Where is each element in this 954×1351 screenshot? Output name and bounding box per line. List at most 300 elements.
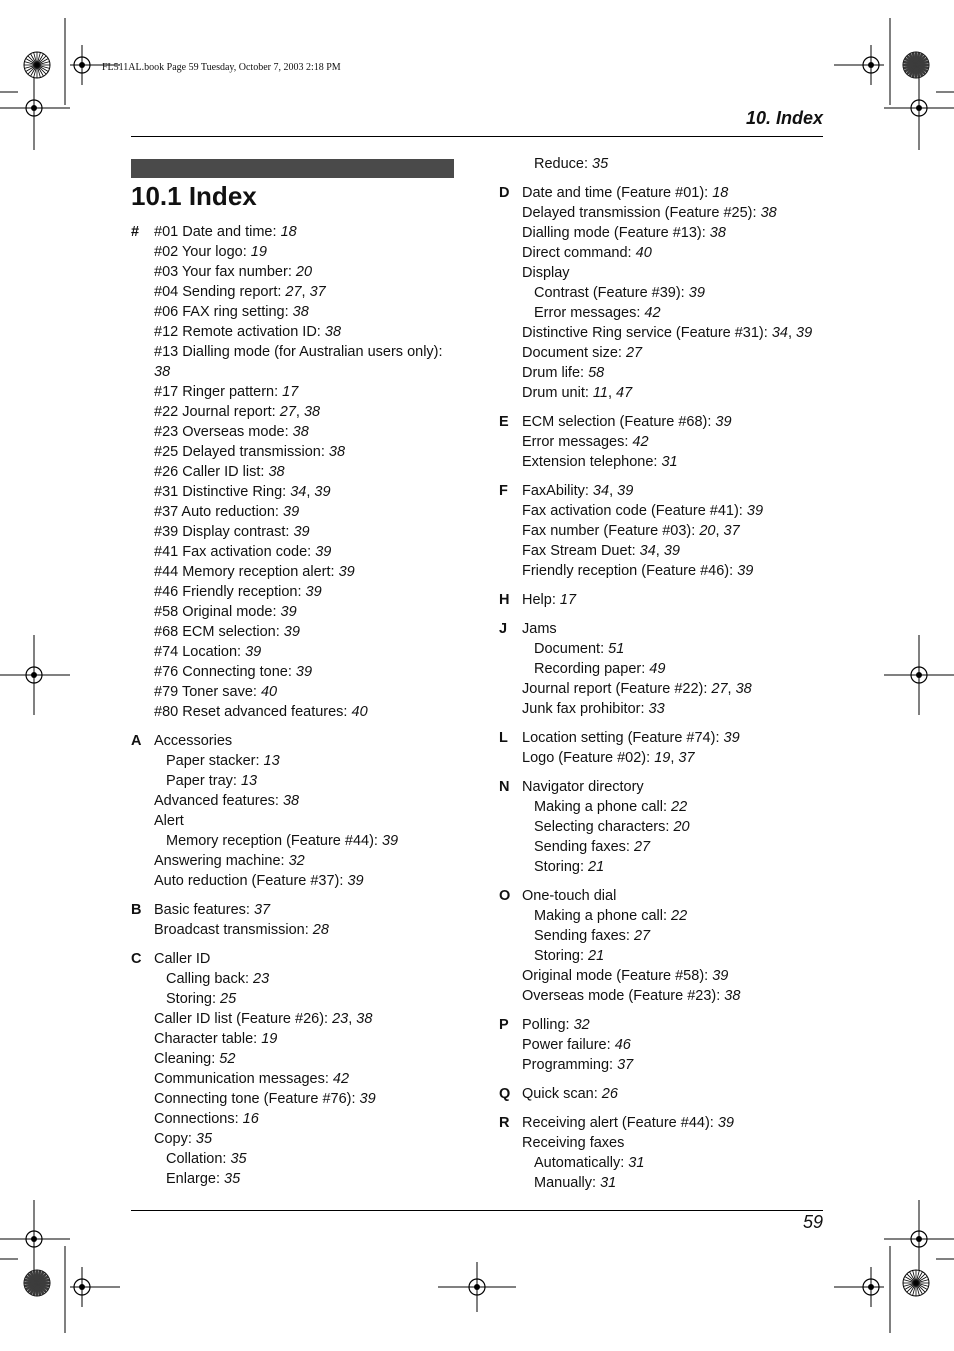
page-reference: 31 [628, 1155, 645, 1171]
entry-text: Storing: [534, 948, 588, 964]
index-entry: #31 Distinctive Ring: 34, 39 [154, 484, 331, 500]
page-reference: 22 [671, 908, 688, 924]
page-reference: 37 [723, 523, 740, 539]
index-entry [522, 886, 616, 906]
page-reference: 39 [381, 833, 399, 849]
index-entry [522, 183, 728, 203]
entry-text: #58 Original mode: [154, 604, 281, 620]
entry-text: Manually: [534, 1175, 601, 1191]
index-subentry [166, 831, 398, 851]
index-entry [522, 412, 732, 432]
registration-target-icon [24, 52, 50, 78]
entry-text: Paper stacker: [166, 753, 264, 769]
entry-text: Copy: [154, 1131, 196, 1147]
entry-text: Jams [522, 621, 557, 637]
page-reference: 19 [654, 750, 671, 766]
page-reference: 39 [663, 543, 680, 559]
index-subentry [534, 797, 687, 817]
entry-text: Receiving faxes [522, 1135, 625, 1151]
chapter-header: 10. Index [745, 108, 823, 128]
index-entry [522, 966, 728, 986]
index-entry [154, 542, 331, 562]
entry-text: Paper tray: [166, 773, 241, 789]
index-letter: Q [499, 1086, 511, 1102]
entry-text: Making a phone call: [534, 908, 672, 924]
entry-text: #46 Friendly reception: [154, 584, 306, 600]
index-letter: E [499, 414, 509, 430]
page-reference: 39 [717, 1115, 734, 1131]
index-subentry [166, 771, 257, 791]
index-entry [522, 223, 726, 243]
entry-text: FaxAbility: [522, 483, 593, 499]
entry-text: Storing: [166, 991, 220, 1007]
entry-text: #39 Display contrast: [154, 524, 294, 540]
index-entry: FaxAbility: 34, 39 [522, 483, 634, 499]
page-reference: 38 [292, 304, 309, 320]
index-entry [154, 791, 299, 811]
entry-text: Junk fax prohibitor: [522, 701, 649, 717]
entry-text: #13 Dialling mode (for Australian users only): [154, 344, 443, 360]
page-reference: 31 [600, 1175, 617, 1191]
index-entry [522, 777, 644, 797]
entry-text: Character table: [154, 1031, 262, 1047]
page-reference: 58 [588, 365, 605, 381]
page-reference: 38 [709, 225, 726, 241]
index-entry [522, 699, 665, 719]
index-subentry [166, 969, 269, 989]
page-reference: 38 [328, 444, 346, 460]
page-reference: 38 [292, 424, 309, 440]
index-subentry [166, 751, 280, 771]
page-reference: 51 [608, 641, 625, 657]
entry-text: #37 Auto reduction: [154, 504, 283, 520]
page-reference: 39 [617, 483, 634, 499]
entry-text: Sending faxes: [534, 839, 634, 855]
page-reference: 39 [746, 503, 764, 519]
entry-text: Date and time (Feature #01): [522, 185, 713, 201]
index-letter: H [499, 592, 510, 608]
index-subentry [166, 989, 236, 1009]
index-entry [154, 871, 364, 891]
page-reference: 40 [260, 684, 278, 700]
page-reference: 13 [240, 773, 258, 789]
entry-text: #06 FAX ring setting: [154, 304, 293, 320]
entry-text: Broadcast transmission: [154, 922, 313, 938]
index-letter: D [499, 185, 510, 201]
page-reference: 38 [268, 464, 285, 480]
page-reference: 27 [633, 928, 651, 944]
page-reference: 40 [351, 704, 368, 720]
entry-text: Help: [522, 592, 560, 608]
page-reference: 18 [280, 224, 297, 240]
page-reference: 19 [250, 244, 267, 260]
registration-target-icon [903, 1270, 929, 1296]
index-entry [154, 1129, 212, 1149]
index-entry [522, 501, 763, 521]
page-reference: 21 [588, 859, 605, 875]
index-entry: Drum unit: 11, 47 [522, 385, 633, 401]
index-entry [154, 949, 210, 969]
index-subentry [534, 639, 624, 659]
entry-text: #12 Remote activation ID: [154, 324, 325, 340]
index-entry [154, 322, 341, 342]
index-entry: #04 Sending report: 27, 37 [154, 284, 326, 300]
index-entry [154, 562, 355, 582]
entry-text: Fax Stream Duet: [522, 543, 640, 559]
index-entry: Journal report (Feature #22): 27, 38 [522, 681, 752, 697]
page-reference: 32 [288, 853, 305, 869]
index-entry [522, 728, 740, 748]
entry-text: #01 Date and time: [154, 224, 281, 240]
entry-text: Error messages: [522, 434, 633, 450]
index-entry [154, 642, 261, 662]
index-subentry [534, 154, 608, 174]
page-reference: 34 [771, 325, 788, 341]
entry-text: Fax activation code (Feature #41): [522, 503, 747, 519]
header-rule [131, 136, 823, 137]
page-reference: 34 [639, 543, 656, 559]
entry-text: Drum unit: [522, 385, 593, 401]
page-reference: 39 [293, 524, 310, 540]
entry-text: Friendly reception (Feature #46): [522, 563, 738, 579]
entry-text: #76 Connecting tone: [154, 664, 296, 680]
page-reference: 37 [678, 750, 695, 766]
section-title-bar [131, 159, 454, 178]
page-reference: 39 [280, 604, 297, 620]
page-reference: 37 [617, 1057, 634, 1073]
index-entry [154, 731, 232, 751]
entry-text: Auto reduction (Feature #37): [154, 873, 348, 889]
page-reference: 27 [633, 839, 651, 855]
entry-text: Communication messages: [154, 1071, 333, 1087]
entry-text: Fax number (Feature #03): [522, 523, 700, 539]
page-reference: 39 [723, 730, 740, 746]
entry-text: Connections: [154, 1111, 243, 1127]
entry-text: #74 Location: [154, 644, 246, 660]
index-subentry [534, 283, 705, 303]
page-reference: 39 [314, 484, 331, 500]
entry-text: Memory reception (Feature #44): [166, 833, 382, 849]
page-reference: 42 [632, 434, 649, 450]
entry-text: Distinctive Ring service (Feature #31): [522, 325, 772, 341]
index-entry [522, 203, 777, 223]
index-entry [522, 1055, 633, 1075]
entry-text: Basic features: [154, 902, 254, 918]
entry-text: Error messages: [534, 305, 645, 321]
entry-text: Storing: [534, 859, 588, 875]
printer-info-line: FL511AL.book Page 59 Tuesday, October 7, 2003 2:18 PM [102, 62, 341, 73]
page-reference: 33 [648, 701, 665, 717]
index-entry [522, 986, 740, 1006]
index-entry: Fax number (Feature #03): 20, 37 [522, 523, 740, 539]
page-reference: 35 [592, 156, 609, 172]
entry-text: Enlarge: [166, 1171, 225, 1187]
page-reference: 35 [195, 1131, 213, 1147]
entry-text: Power failure: [522, 1037, 615, 1053]
index-entry [522, 1035, 631, 1055]
page-reference: 49 [649, 661, 666, 677]
page-reference: 39 [347, 873, 364, 889]
entry-text: Quick scan: [522, 1086, 602, 1102]
page-reference: 21 [588, 948, 605, 964]
index-entry [154, 1069, 349, 1089]
page-reference: 39 [338, 564, 355, 580]
entry-text: ECM selection (Feature #68): [522, 414, 716, 430]
page-reference: 26 [601, 1086, 618, 1102]
entry-text: Cleaning: [154, 1051, 220, 1067]
page-reference: 47 [616, 385, 633, 401]
page-reference: 39 [359, 1091, 376, 1107]
page-reference: 32 [573, 1017, 590, 1033]
entry-text: Selecting characters: [534, 819, 674, 835]
index-entry [522, 1015, 590, 1035]
entry-text: Calling back: [166, 971, 254, 987]
index-subentry [534, 946, 604, 966]
entry-text: Journal report (Feature #22): [522, 681, 712, 697]
page-reference: 31 [661, 454, 678, 470]
index-entry [154, 422, 309, 442]
entry-text: #23 Overseas mode: [154, 424, 293, 440]
index-subentry [534, 659, 665, 679]
index-entry: Caller ID list (Feature #26): 23, 38 [154, 1011, 373, 1027]
page-reference: 38 [760, 205, 777, 221]
index-letter: R [499, 1115, 510, 1131]
page-reference: 39 [283, 624, 300, 640]
index-subentry [534, 926, 650, 946]
index-entry [154, 662, 312, 682]
page-reference: 42 [644, 305, 661, 321]
page-reference: 20 [673, 819, 690, 835]
index-entry [522, 1133, 624, 1153]
entry-text: Delayed transmission (Feature #25): [522, 205, 761, 221]
index-letter: # [131, 224, 140, 240]
index-subentry [166, 1169, 240, 1189]
index-entry [154, 362, 170, 382]
index-entry [154, 582, 322, 602]
entry-text: #31 Distinctive Ring: [154, 484, 291, 500]
entry-text: Recording paper: [534, 661, 650, 677]
page-reference: 39 [796, 325, 813, 341]
page-reference: 28 [312, 922, 329, 938]
index-letter: P [499, 1017, 509, 1033]
index-entry [154, 1049, 235, 1069]
entry-text: #80 Reset advanced features: [154, 704, 352, 720]
entry-text: Document size: [522, 345, 626, 361]
index-subentry [534, 303, 661, 323]
index-entry [154, 442, 345, 462]
index-entry: #22 Journal report: 27, 38 [154, 404, 321, 420]
index-entry [154, 682, 277, 702]
entry-text: Sending faxes: [534, 928, 634, 944]
entry-text: Caller ID list (Feature #26): [154, 1011, 333, 1027]
entry-text: Logo (Feature #02): [522, 750, 655, 766]
page-reference: 38 [724, 988, 741, 1004]
entry-text: Original mode (Feature #58): [522, 968, 713, 984]
index-subentry [534, 837, 650, 857]
index-entry [154, 851, 305, 871]
index-letter: B [131, 902, 142, 918]
entry-text: #03 Your fax number: [154, 264, 296, 280]
page-reference: 38 [154, 364, 171, 380]
index-entry [154, 920, 329, 940]
page-reference: 52 [219, 1051, 236, 1067]
index-entry [154, 1029, 277, 1049]
index-entry [154, 262, 312, 282]
index-subentry [534, 1173, 616, 1193]
page-reference: 39 [305, 584, 322, 600]
entry-text: Receiving alert (Feature #44): [522, 1115, 718, 1131]
index-entry [522, 243, 652, 263]
page-reference: 38 [356, 1011, 373, 1027]
page-reference: 39 [295, 664, 313, 680]
index-entry: Distinctive Ring service (Feature #31): 34, 39 [522, 325, 813, 341]
entry-text: Contrast (Feature #39): [534, 285, 689, 301]
entry-text: Programming: [522, 1057, 618, 1073]
index-entry [522, 1084, 618, 1104]
entry-text: Collation: [166, 1151, 231, 1167]
entry-text: Polling: [522, 1017, 574, 1033]
entry-text: Answering machine: [154, 853, 289, 869]
page-reference: 38 [735, 681, 752, 697]
index-entry [154, 302, 309, 322]
index-entry: Logo (Feature #02): 19, 37 [522, 750, 695, 766]
page-reference: 27 [625, 345, 643, 361]
index-entry [154, 222, 297, 242]
index-entry [154, 522, 310, 542]
entry-text: #68 ECM selection: [154, 624, 284, 640]
index-entry [522, 452, 678, 472]
index-subentry [534, 857, 604, 877]
registration-target-icon [903, 52, 929, 78]
entry-text: Caller ID [154, 951, 211, 967]
index-subentry [534, 817, 690, 837]
page-reference: 20 [699, 523, 716, 539]
page-reference: 34 [290, 484, 307, 500]
index-letter: O [499, 888, 511, 904]
index-entry [522, 619, 557, 639]
index-entry [154, 602, 297, 622]
section-title: 10.1 Index [131, 181, 257, 211]
page-reference: 20 [295, 264, 313, 280]
entry-text: Dialling mode (Feature #13): [522, 225, 710, 241]
entry-text: Navigator directory [522, 779, 644, 795]
index-letter: F [499, 483, 508, 499]
index-entry [154, 811, 184, 831]
index-entry [522, 590, 576, 610]
entry-text: #44 Memory reception alert: [154, 564, 339, 580]
entry-text: Document: [534, 641, 609, 657]
index-letter: J [499, 621, 508, 637]
page-reference: 38 [324, 324, 342, 340]
index-entry [154, 502, 299, 522]
page-reference: 22 [671, 799, 688, 815]
entry-text: Automatically: [534, 1155, 629, 1171]
index-entry [154, 1109, 259, 1129]
page-reference: 37 [253, 902, 271, 918]
index-entry [154, 900, 270, 920]
page-reference: 39 [737, 563, 754, 579]
index-entry [154, 702, 368, 722]
page-reference: 16 [242, 1111, 259, 1127]
page-reference: 39 [688, 285, 705, 301]
index-letter: C [131, 951, 142, 967]
index-subentry [534, 1153, 644, 1173]
index-entry: Fax Stream Duet: 34, 39 [522, 543, 680, 559]
entry-text: Connecting tone (Feature #76): [154, 1091, 360, 1107]
page-number: 59 [802, 1212, 823, 1232]
entry-text: Display [522, 265, 570, 281]
page-reference: 35 [230, 1151, 247, 1167]
index-entry [522, 432, 649, 452]
index-entry [154, 1089, 376, 1109]
index-letter: N [499, 779, 510, 795]
page-reference: 39 [245, 644, 262, 660]
entry-text: Making a phone call: [534, 799, 672, 815]
page-reference: 11 [592, 385, 608, 401]
page-reference: 23 [332, 1011, 349, 1027]
entry-text: #02 Your logo: [154, 244, 251, 260]
page-reference: 38 [303, 404, 321, 420]
page-reference: 18 [712, 185, 729, 201]
page-reference: 19 [261, 1031, 278, 1047]
page-reference: 23 [253, 971, 270, 987]
entry-text: Location setting (Feature #74): [522, 730, 724, 746]
index-entry [154, 242, 267, 262]
entry-text: Overseas mode (Feature #23): [522, 988, 725, 1004]
index-entry [154, 382, 298, 402]
entry-text: #41 Fax activation code: [154, 544, 316, 560]
page-reference: 39 [715, 414, 732, 430]
page-reference: 46 [614, 1037, 631, 1053]
entry-text: #17 Ringer pattern: [154, 384, 283, 400]
index-entry [522, 561, 753, 581]
footer-rule [131, 1210, 823, 1211]
page-reference: 27 [279, 404, 296, 420]
index-entry [154, 342, 443, 362]
page-reference: 42 [332, 1071, 350, 1087]
index-entry [522, 363, 604, 383]
index-entry [522, 263, 570, 283]
index-letter: A [131, 733, 142, 749]
page-reference: 13 [263, 753, 280, 769]
page-reference: 39 [712, 968, 729, 984]
entry-text: #25 Delayed transmission: [154, 444, 329, 460]
entry-text: Accessories [154, 733, 233, 749]
page-reference: 38 [282, 793, 300, 809]
page-reference: 27 [711, 681, 728, 697]
entry-text: Drum life: [522, 365, 589, 381]
entry-text: #79 Toner save: [154, 684, 261, 700]
index-entry [522, 1113, 734, 1133]
index-subentry [166, 1149, 247, 1169]
index-entry [154, 622, 300, 642]
page-reference: 35 [224, 1171, 241, 1187]
page-reference: 37 [309, 284, 326, 300]
index-entry [522, 343, 642, 363]
registration-target-icon [24, 1270, 50, 1296]
page-reference: 17 [559, 592, 577, 608]
index-entry [154, 462, 285, 482]
page-reference: 40 [635, 245, 652, 261]
index-letter: L [499, 730, 508, 746]
entry-text: Advanced features: [154, 793, 283, 809]
entry-text: Alert [154, 813, 184, 829]
index-subentry [534, 906, 687, 926]
entry-text: #22 Journal report: [154, 404, 280, 420]
entry-text: Direct command: [522, 245, 636, 261]
page-reference: 17 [282, 384, 299, 400]
entry-text: #04 Sending report: [154, 284, 286, 300]
